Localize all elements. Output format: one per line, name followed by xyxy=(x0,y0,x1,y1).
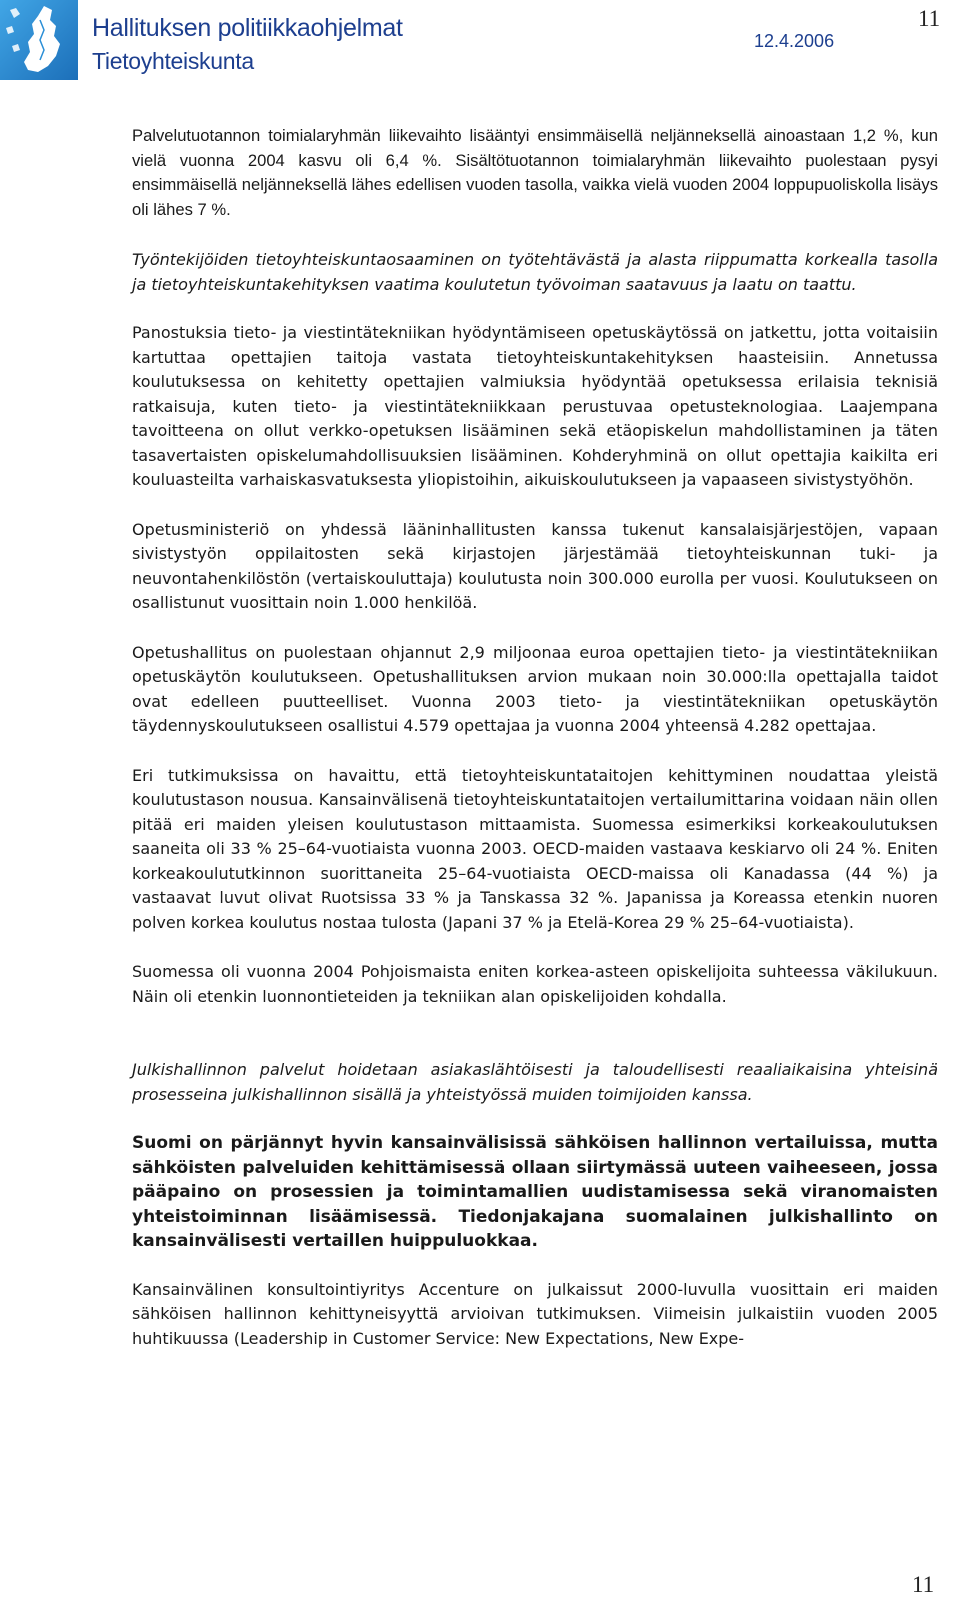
paragraph-goal-skills: Työntekijöiden tietoyhteiskuntaosaaminen on työtehtävästä ja alasta riippumatta korkealla tasolla ja tietoyhteiskuntakehityksen vaatima koulutetun työvoiman saatavuus ja laatu on taattu. xyxy=(132,250,938,294)
paragraph-accenture: Kansainvälinen konsultointiyritys Accenture on julkaissut 2000-luvulla vuosittain eri maiden sähköisen hallinnon kehittyneisyyttä arvioivan tutkimuksen. Viimeisin julkaistiin vuoden 2005 huhtikuussa (Leadership in Customer Service: New Expectations, New Expe- xyxy=(132,1279,938,1348)
document-body xyxy=(132,124,938,1351)
page-header xyxy=(0,0,960,90)
paragraph-ministry: Opetusministeriö on yhdessä lääninhallitusten kanssa tukenut kansalaisjärjestöjen, vapaan sivistystyön oppilaitosten sekä kirjastojen järjestämää tietoyhteiskunnan tuki- ja neuvontahenkilöstön (vertaiskouluttaja) koulutusta noin 300.000 eurolla per vuosi. Koulutukseen on osallistunut vuosittain noin 1.000 henkilöä. xyxy=(132,519,938,612)
paragraph-board-of-education: Opetushallitus on puolestaan ohjannut 2,9 miljoonaa euroa opettajien tieto- ja viestintätekniikan opetuskäytön koulutukseen. Opetushallituksen arvion mukaan noin 30.000:lla opettajalla taidot ovat edelleen puutteelliset. Vuonna 2003 tieto- ja viestintätekniikan opetuskäytön täydennyskoulutukseen osallistui 4.579 opettajaa ja vuonna 2004 yhteensä 4.282 opettajaa. xyxy=(132,642,938,735)
document-date: 12.4.2006 xyxy=(754,31,835,51)
paragraph-e-government-summary: Suomi on pärjännyt hyvin kansainvälisissä sähköisen hallinnon vertailuissa, mutta sähköisten palveluiden kehittämisessä ollaan siirtymässä uuteen vaiheeseen, jossa pääpaino on prosessien ja toimintamallien uudistamisessa sekä viranomaisten yhteistoiminnan lisäämisessä. Tiedonjakajana suomalainen julkishallinto on kansainvälisesti vertaillen huippuluokkaa. xyxy=(132,1133,938,1251)
logo-subtitle: Tietoyhteiskunta xyxy=(92,48,254,74)
page-number-top: 11 xyxy=(918,6,941,31)
paragraph-education-level: Eri tutkimuksissa on havaittu, että tietoyhteiskuntataitojen kehittyminen noudattaa yleistä koulutustason nousua. Kansainvälisenä tietoyhteiskuntataitojen vertailumittarina voidaan näin ollen pitää eri maiden yleisen koulutustason mittaamista. Suomessa esimerkiksi korkeakoulutuksen saaneita oli 33 % 25–64-vuotiaista vuonna 2003. OECD-maiden vastaava keskiarvo oli 24 %. Eniten korkeakoulututkinnon suorittaneita 25–64-vuotiaista OECD-maissa oli Kanadassa (44 %) ja vastaavat luvut olivat Ruotsissa 33 % ja Tanskassa 32 %. Japanissa ja Koreassa etenkin nuoren polven korkea koulutus nostaa tulosta (Japani 37 % ja Etelä-Korea 29 % 25–64-vuotiaista). xyxy=(132,765,938,932)
finland-map-logo-icon xyxy=(0,0,78,80)
paragraph-teacher-training: Panostuksia tieto- ja viestintätekniikan hyödyntämiseen opetuskäytössä on jatkettu, jotta voitaisiin kartuttaa opettajien taitoja vastata tietoyhteiskuntakehityksen haasteisiin. Annetussa koulutuksessa on kehitetty opettajien valmiuksia hyödyntää opetuksessa erilaisia teknisiä ratkaisuja, kuten tieto- ja viestintätekniikkaan perustuvaa opetusteknologiaa. Laajempana tavoitteena on ollut verkko-opetuksen lisääminen sekä etäopiskelun mahdollistaminen ja täten tasavertaisten opiskelumahdollisuuksien lisääminen. Kohderyhminä on ollut opettajia kaikilta eri kouluasteilta varhaiskasvatuksesta yliopistoihin, aikuiskoulutukseen ja vapaaseen sivistystyöhön. xyxy=(132,323,938,489)
page-number-bottom: 11 xyxy=(912,1572,935,1597)
paragraph-revenue: Palvelutuotannon toimialaryhmän liikevaihto lisääntyi ensimmäisellä neljänneksellä ainoastaan 1,2 %, kun vielä vuonna 2004 kasvu oli 6,4 %. Sisältötuotannon toimialaryhmän liikevaihto puolestaan pysyi ensimmäisellä neljänneksellä lähes edellisen vuoden tasolla, vaikka vielä vuoden 2004 loppupuoliskolla lisäys oli lähes 7 %. xyxy=(132,126,938,219)
paragraph-goal-public-services: Julkishallinnon palvelut hoidetaan asiakaslähtöisesti ja taloudellisesti reaaliaikaisina yhteisinä prosesseina julkishallinnon sisällä ja yhteistyössä muiden toimijoiden kanssa. xyxy=(132,1060,938,1104)
logo-title: Hallituksen politiikkaohjelmat xyxy=(92,14,403,42)
paragraph-nordic-students: Suomessa oli vuonna 2004 Pohjoismaista eniten korkea-asteen opiskelijoita suhteessa väkilukuun. Näin oli etenkin luonnontieteiden ja tekniikan alan opiskelijoiden kohdalla. xyxy=(132,962,938,1006)
